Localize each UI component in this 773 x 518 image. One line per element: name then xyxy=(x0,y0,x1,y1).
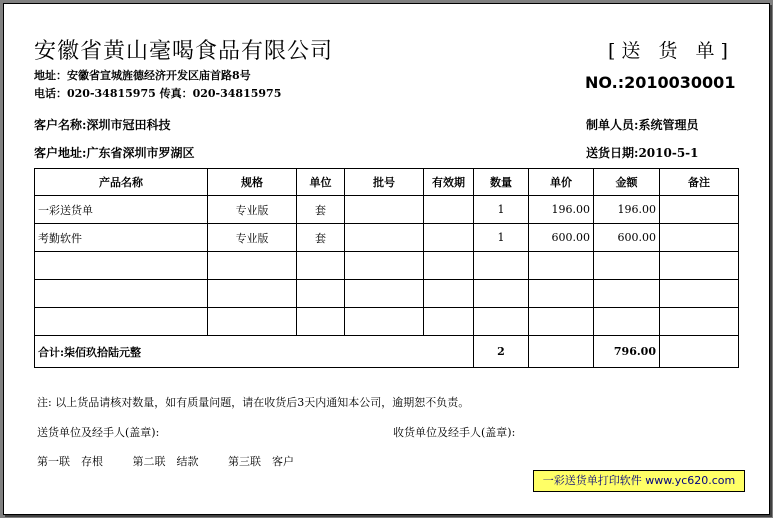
total-remark-empty xyxy=(660,336,739,368)
cell-quantity xyxy=(474,252,529,280)
table-row xyxy=(35,308,739,336)
cell-amount xyxy=(594,308,660,336)
cell-batch xyxy=(345,252,424,280)
table-header-row xyxy=(35,169,739,196)
document-number: NO.:2010030001 xyxy=(585,73,736,92)
cell-spec: 专业版 xyxy=(208,196,297,224)
cell-spec: 专业版 xyxy=(208,224,297,252)
customer-name-value: 深圳市冠田科技 xyxy=(86,118,171,132)
col-header: 批号 xyxy=(345,169,424,196)
cell-unit-price xyxy=(529,308,594,336)
cell-remark xyxy=(660,252,739,280)
cell-product: 考勤软件 xyxy=(35,224,208,252)
cell-expiry xyxy=(424,280,474,308)
goods-table xyxy=(34,168,739,368)
col-header: 单价 xyxy=(529,169,594,196)
customer-address xyxy=(34,144,194,161)
cell-unit-price xyxy=(529,252,594,280)
cell-expiry xyxy=(424,196,474,224)
cell-unit-price: 600.00 xyxy=(529,224,594,252)
cell-unit xyxy=(297,252,345,280)
cell-unit-price: 196.00 xyxy=(529,196,594,224)
cell-quantity xyxy=(474,280,529,308)
customer-address-label: 客户地址: xyxy=(34,146,87,160)
cell-remark xyxy=(660,224,739,252)
customer-address-value: 广东省深圳市罗湖区 xyxy=(86,146,195,160)
cell-quantity xyxy=(474,308,529,336)
total-unit-price-empty xyxy=(529,336,594,368)
cell-amount: 196.00 xyxy=(594,196,660,224)
cell-spec xyxy=(208,280,297,308)
col-header: 金额 xyxy=(594,169,660,196)
cell-quantity: 1 xyxy=(474,224,529,252)
cell-remark xyxy=(660,280,739,308)
total-amount: 796.00 xyxy=(594,336,660,368)
delivery-date-label: 送货日期: xyxy=(586,146,639,160)
delivery-note-page xyxy=(3,3,770,515)
receiver-signature: 收货单位及经手人(盖章): xyxy=(393,426,516,439)
col-header: 单位 xyxy=(297,169,345,196)
cell-amount: 600.00 xyxy=(594,224,660,252)
cell-unit: 套 xyxy=(297,196,345,224)
cell-product xyxy=(35,280,208,308)
total-quantity: 2 xyxy=(474,336,529,368)
total-label: 合计:柒佰玖拾陆元整 xyxy=(35,336,474,368)
quality-note: 注: 以上货品请核对数量，如有质量问题，请在收货后3天内通知本公司，逾期恕不负责。 xyxy=(37,396,470,409)
company-name: 安徽省黄山毫喝食品有限公司 xyxy=(34,39,334,64)
cell-unit: 套 xyxy=(297,224,345,252)
table-row xyxy=(35,252,739,280)
delivery-date-value: 2010-5-1 xyxy=(638,146,699,160)
cell-spec xyxy=(208,308,297,336)
cell-remark xyxy=(660,196,739,224)
cell-amount xyxy=(594,252,660,280)
delivery-date xyxy=(586,144,699,161)
copy-labels xyxy=(37,453,320,469)
cell-unit-price xyxy=(529,280,594,308)
cell-unit xyxy=(297,280,345,308)
col-header: 数量 xyxy=(474,169,529,196)
table-row xyxy=(35,224,739,252)
customer-name xyxy=(34,116,170,133)
cell-spec xyxy=(208,252,297,280)
copy-label: 第二联 结款 xyxy=(132,455,199,468)
cell-batch xyxy=(345,280,424,308)
copy-label: 第一联 存根 xyxy=(37,455,103,468)
table-row xyxy=(35,196,739,224)
cell-product xyxy=(35,308,208,336)
copy-label: 第三联 客户 xyxy=(228,455,294,468)
cell-batch xyxy=(345,308,424,336)
cell-expiry xyxy=(424,308,474,336)
col-header: 有效期 xyxy=(424,169,474,196)
cell-product: 一彩送货单 xyxy=(35,196,208,224)
company-phone-fax: 电话：020-34815975 传真：020-34815975 xyxy=(34,87,282,100)
cell-batch xyxy=(345,196,424,224)
customer-name-label: 客户名称: xyxy=(34,118,87,132)
table-row xyxy=(35,280,739,308)
col-header: 产品名称 xyxy=(35,169,208,196)
total-row xyxy=(35,336,739,368)
sender-signature: 送货单位及经手人(盖章): xyxy=(37,426,160,439)
document-type: [送 货 单] xyxy=(608,40,734,62)
cell-unit xyxy=(297,308,345,336)
cell-remark xyxy=(660,308,739,336)
col-header: 规格 xyxy=(208,169,297,196)
cell-expiry xyxy=(424,224,474,252)
cell-amount xyxy=(594,280,660,308)
col-header: 备注 xyxy=(660,169,739,196)
cell-expiry xyxy=(424,252,474,280)
company-address: 地址：安徽省宣城旌德经济开发区庙首路8号 xyxy=(34,69,251,82)
creator-label: 制单人员: xyxy=(586,118,639,132)
creator-value: 系统管理员 xyxy=(638,118,699,132)
cell-product xyxy=(35,252,208,280)
creator xyxy=(586,116,698,133)
software-brand-banner: 一彩送货单打印软件 www.yc620.com xyxy=(533,470,745,492)
cell-batch xyxy=(345,224,424,252)
cell-quantity: 1 xyxy=(474,196,529,224)
